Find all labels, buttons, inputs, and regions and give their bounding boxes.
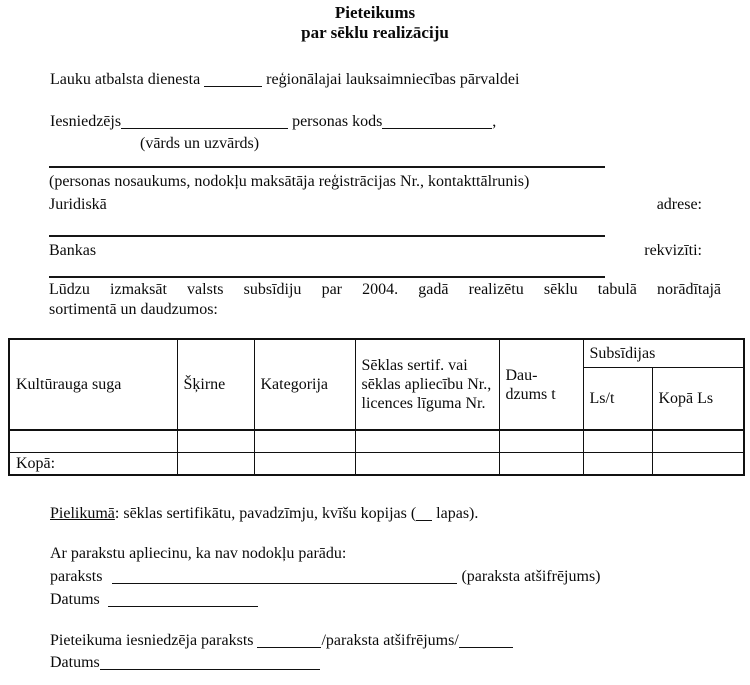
col-header-subsidies: Subsīdijas <box>583 339 744 367</box>
address-label: adrese: <box>656 196 702 213</box>
attachment-close-text: lapas). <box>436 505 479 522</box>
date-blank-field-2 <box>100 654 320 670</box>
requisites-label: rekvizīti: <box>644 242 702 259</box>
regional-office-blank-field <box>204 71 262 87</box>
cell-variety-empty <box>177 430 254 452</box>
cell-total-empty <box>652 430 744 452</box>
total-certificate-empty <box>355 452 499 475</box>
form-title-line2: par sēklu realizāciju <box>301 23 449 42</box>
total-row-label: Kopā: <box>9 452 177 475</box>
col-header-certificate: Sēklas sertif. vai sēklas apliecību Nr., licences līguma Nr. <box>355 339 499 430</box>
signature-label: paraksts <box>50 568 103 585</box>
cell-rate-empty <box>583 430 652 452</box>
recipient-prefix: Lauku atbalsta dienesta <box>50 71 201 88</box>
submitter-signature-line <box>50 631 513 651</box>
total-sum-empty <box>652 452 744 475</box>
legal-address-rule <box>49 235 605 237</box>
cell-certificate-empty <box>355 430 499 452</box>
applicant-name-blank-field <box>121 113 288 129</box>
declaration-line: Ar parakstu apliecinu, ka nav nodokļu parādu: <box>50 545 347 562</box>
date-label-2: Datums <box>50 654 100 671</box>
col-header-category: Kategorija <box>254 339 355 430</box>
entity-blank-rule <box>49 166 605 168</box>
recipient-suffix: reģionālajai lauksaimniecības pārvaldei <box>266 71 520 88</box>
col-header-quantity: Dau-dzums t <box>499 339 583 430</box>
total-variety-empty <box>177 452 254 475</box>
form-title-line1: Pieteikums <box>334 3 416 22</box>
legal-address-line <box>49 195 702 215</box>
date-blank-field-1 <box>108 591 258 607</box>
total-quantity-empty <box>499 452 583 475</box>
submitter-prefix: Pieteikuma iesniedzēja paraksts <box>50 632 254 649</box>
request-line1: Lūdzu izmaksāt valsts subsīdiju par 2004. gadā realizētu sēklu tabulā norādītajā <box>49 281 721 298</box>
signature-line <box>50 567 601 587</box>
pages-count-blank-field <box>416 505 432 521</box>
bank-line <box>49 241 702 261</box>
col-header-species: Kultūrauga suga <box>9 339 177 430</box>
bank-rule <box>49 276 605 278</box>
cell-category-empty <box>254 430 355 452</box>
bank-label: Bankas <box>49 242 97 259</box>
legal-label: Juridiskā <box>49 196 107 213</box>
col-header-total: Kopā Ls <box>652 367 744 430</box>
applicant-line <box>50 112 496 132</box>
comma-text: , <box>492 113 497 130</box>
col-header-rate: Ls/t <box>583 367 652 430</box>
attachment-line <box>50 504 478 524</box>
table-header-row-top <box>9 339 744 367</box>
attachment-text: : sēklas sertifikātu, pavadzīmju, kvīšu kopijas ( <box>114 505 417 522</box>
signature-decipher-hint: (paraksta atšifrējums) <box>461 568 601 585</box>
cell-species-empty <box>9 430 177 452</box>
table-empty-row <box>9 430 744 452</box>
submitter-signature-blank-field <box>257 632 321 648</box>
col-header-variety: Šķirne <box>177 339 254 430</box>
request-paragraph <box>49 280 721 320</box>
personal-code-label: personas kods <box>292 113 383 130</box>
name-hint: (vārds un uzvārds) <box>140 135 260 152</box>
date-line-1 <box>50 590 258 610</box>
attachment-label: Pielikumā <box>50 505 115 522</box>
total-category-empty <box>254 452 355 475</box>
date-label-1: Datums <box>50 591 100 608</box>
cell-quantity-empty <box>499 430 583 452</box>
applicant-label: Iesniedzējs <box>50 113 122 130</box>
submitter-decipher-label: /paraksta atšifrējums/ <box>321 632 459 649</box>
signature-blank-field <box>112 568 457 584</box>
recipient-line <box>50 70 519 90</box>
request-line2: sortimentā un daudzumos: <box>49 301 218 318</box>
personal-code-blank-field <box>382 113 492 129</box>
date-line-2 <box>50 653 320 673</box>
seed-subsidy-table <box>8 338 745 476</box>
total-rate-empty <box>583 452 652 475</box>
table-total-row <box>9 452 744 475</box>
entity-hint: (personas nosaukums, nodokļu maksātāja reģistrācijas Nr., kontakttālrunis) <box>49 173 530 190</box>
submitter-decipher-blank-field <box>459 632 513 648</box>
